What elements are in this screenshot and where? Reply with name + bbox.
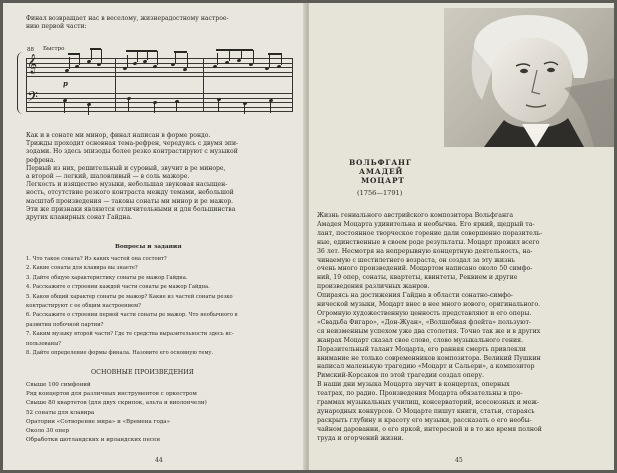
left-page	[3, 3, 306, 470]
work-item: Свыше 80 квартетов (для двух скрипок, альта и виолончели)	[26, 400, 207, 407]
text-line: ся неизменным успехом уже два столетия. Точно так же и в других	[317, 327, 541, 335]
tempo-mark: Быстро	[43, 46, 65, 52]
question-item: 1. Что такое соната? Из каких частей она состоит?	[26, 256, 167, 262]
work-item: Оратории «Сотворение мира» и «Времена года»	[26, 418, 171, 425]
barline	[26, 58, 27, 111]
questions-heading: Вопросы и задания	[115, 244, 182, 250]
staff-brace	[17, 52, 25, 114]
text-line: других клавирных сонат Гайдна.	[26, 214, 133, 222]
text-line: труда и огорчений жизни.	[317, 434, 404, 442]
text-line: 36 лет. Несмотря на непрерывную концертную деятельность, на-	[317, 247, 533, 255]
text-line: жанрах Моцарт сказал свое слово, слово музыкального гения.	[317, 336, 523, 344]
text-line: лант, постоянное творческое горение дали совершенно поразитель-	[317, 229, 543, 237]
question-item: контрастируют с ее общим настроением?	[26, 303, 141, 310]
text-line: Как и в сонате ми минор, финал написан в форме рондо.	[26, 132, 211, 139]
text-line: Опираясь на достижения Гайдна в области сонатно-симфо-	[317, 292, 513, 300]
text-line: зодами. Но здесь эпизоды более резко контрастируют с музыкой	[26, 148, 238, 156]
composer-name-line-2: АМАДЕЙ	[359, 167, 404, 176]
text-line: ний, 19 опер, сонаты, квартеты, квинтеты, Реквием и другие	[317, 274, 518, 282]
text-line: произведения различных жанров.	[317, 283, 430, 291]
text-line: а второй — легкий, шаловливый — в соль мажоре.	[26, 173, 190, 181]
intro-text	[26, 15, 229, 31]
questions-list	[26, 255, 238, 358]
work-item: Свыше 100 симфоний	[26, 382, 91, 388]
work-item: 52 сонаты для клавира	[26, 409, 95, 416]
work-item: Ряд концертов для различных инструментов с оркестром	[26, 391, 197, 398]
text-line: Легкость и изящество музыки, небольшая звуковая насыщен-	[26, 181, 228, 189]
mozart-portrait	[444, 8, 614, 147]
text-line: Огромную художественную ценность представляют и его оперы.	[317, 309, 532, 317]
text-line: раскрыть глубину и красоту его музыки, рассказать о его необы-	[317, 416, 532, 424]
work-item: Обработки шотландских и ирландских песен	[26, 437, 161, 444]
text-line: Эти же признаки являются отличительными и для большинства	[26, 205, 236, 213]
text-line: нию первой части:	[26, 23, 87, 31]
question-item: 5. Каков общий характер сонаты ре мажор? Какие из частей сонаты резко	[26, 293, 233, 300]
question-item: 2. Какие сонаты для клавира вы знаете?	[26, 265, 138, 272]
text-line: чайном даровании, о его яркой, интересной и в то же время полной	[317, 425, 542, 433]
body-text	[317, 212, 542, 444]
question-item: 7. Каким музыку второй части? Где те средства выразительности здесь ис-	[26, 331, 234, 338]
barline	[115, 58, 116, 111]
text-line: Трижды проходит основная тема-рефрен, чередуясь с двумя эпи-	[26, 140, 239, 148]
question-item: 8. Дайте определение формы финала. Назовите его основную тему.	[26, 350, 214, 357]
text-line: Первый из них, решительный и суровый, звучит в ре миноре,	[26, 164, 226, 172]
work-item: Около 30 опер	[26, 428, 70, 435]
text-line: Финал возвращает нас в веселому, жизнерадостному настрое-	[26, 15, 229, 22]
body-text	[26, 132, 238, 222]
page-number: 44	[155, 457, 163, 464]
bass-staff	[26, 89, 293, 117]
barline	[292, 58, 293, 111]
composer-name-line-1: ВОЛЬФГАНГ	[349, 158, 412, 167]
example-number: 88	[27, 47, 34, 53]
question-item: развитии побочной партии?	[26, 321, 104, 328]
portrait-image	[444, 8, 614, 147]
text-line: ность, отсутствие резкого контраста между темами, небольшой	[26, 189, 234, 197]
dynamic-mark: p	[63, 79, 68, 88]
treble-clef-icon: 𝄞	[27, 54, 38, 74]
text-line: масштаб произведения — таковы сонаты ми минор и ре мажор.	[26, 197, 234, 205]
text-line: граммах музыкальных училищ, консерваторий, всесоюзных и меж-	[317, 399, 540, 407]
text-line: «Свадьба Фигаро», «Дон-Жуан», «Волшебная флейта» пользуют-	[317, 318, 532, 326]
text-line: написал маленькую трагедию «Моцарт и Сальери», а композитор	[317, 363, 535, 371]
text-line: внимание не только современников композитора. Великий Пушкин	[317, 354, 541, 362]
text-line: чинаемую с шестилетнего возраста, он создал за эту жизнь	[317, 256, 515, 264]
question-item: 6. Расскажите о строении первой части сонаты ре мажор. Что необычного в	[26, 312, 238, 319]
text-line: дународных конкурсов. О Моцарте пишут книги, статьи, стараясь	[317, 407, 535, 415]
text-line: очень много произведений. Моцартом написано около 50 симфо-	[317, 265, 533, 273]
composer-name-line-3: МОЦАРТ	[361, 176, 405, 185]
bass-clef-icon: 𝄢	[27, 89, 38, 109]
text-line: нической музыки, Моцарт внес в нее много нового, оригинального.	[317, 301, 541, 309]
question-item: пользованы?	[26, 340, 62, 347]
text-line: В наши дни музыка Моцарта звучит в концертах, оперных	[317, 381, 510, 389]
text-line: Амадея Моцарта удивительна и необычна. Его яркий, щедрый та-	[317, 220, 535, 228]
question-item: 4. Расскажите о строении каждой части сонаты ре мажор Гайдна.	[26, 284, 210, 291]
works-heading: ОСНОВНЫЕ ПРОИЗВЕДЕНИЯ	[91, 369, 194, 376]
composer-years: (1756—1791)	[357, 189, 403, 197]
text-line: театрах, по радио. Произведения Моцарта обязательны в про-	[317, 390, 523, 398]
text-line: ные, единственные в своем роде результаты. Моцарт прожил всего	[317, 238, 540, 246]
page-number: 45	[455, 457, 463, 464]
text-line: Поразительный талант Моцарта, его ранняя смерть привлекли	[317, 345, 526, 353]
book-spread	[3, 3, 614, 470]
right-page	[309, 3, 614, 470]
text-line: рефрена.	[26, 156, 56, 164]
text-line: Жизнь гениального австрийского композитора Вольфганга	[317, 212, 514, 219]
question-item: 3. Дайте общую характеристику сонаты ре мажор Гайдна.	[26, 274, 188, 281]
works-list	[26, 381, 207, 445]
text-line: Римский-Корсаков по этой трагедии создал оперу.	[317, 372, 485, 380]
barline	[203, 58, 204, 111]
